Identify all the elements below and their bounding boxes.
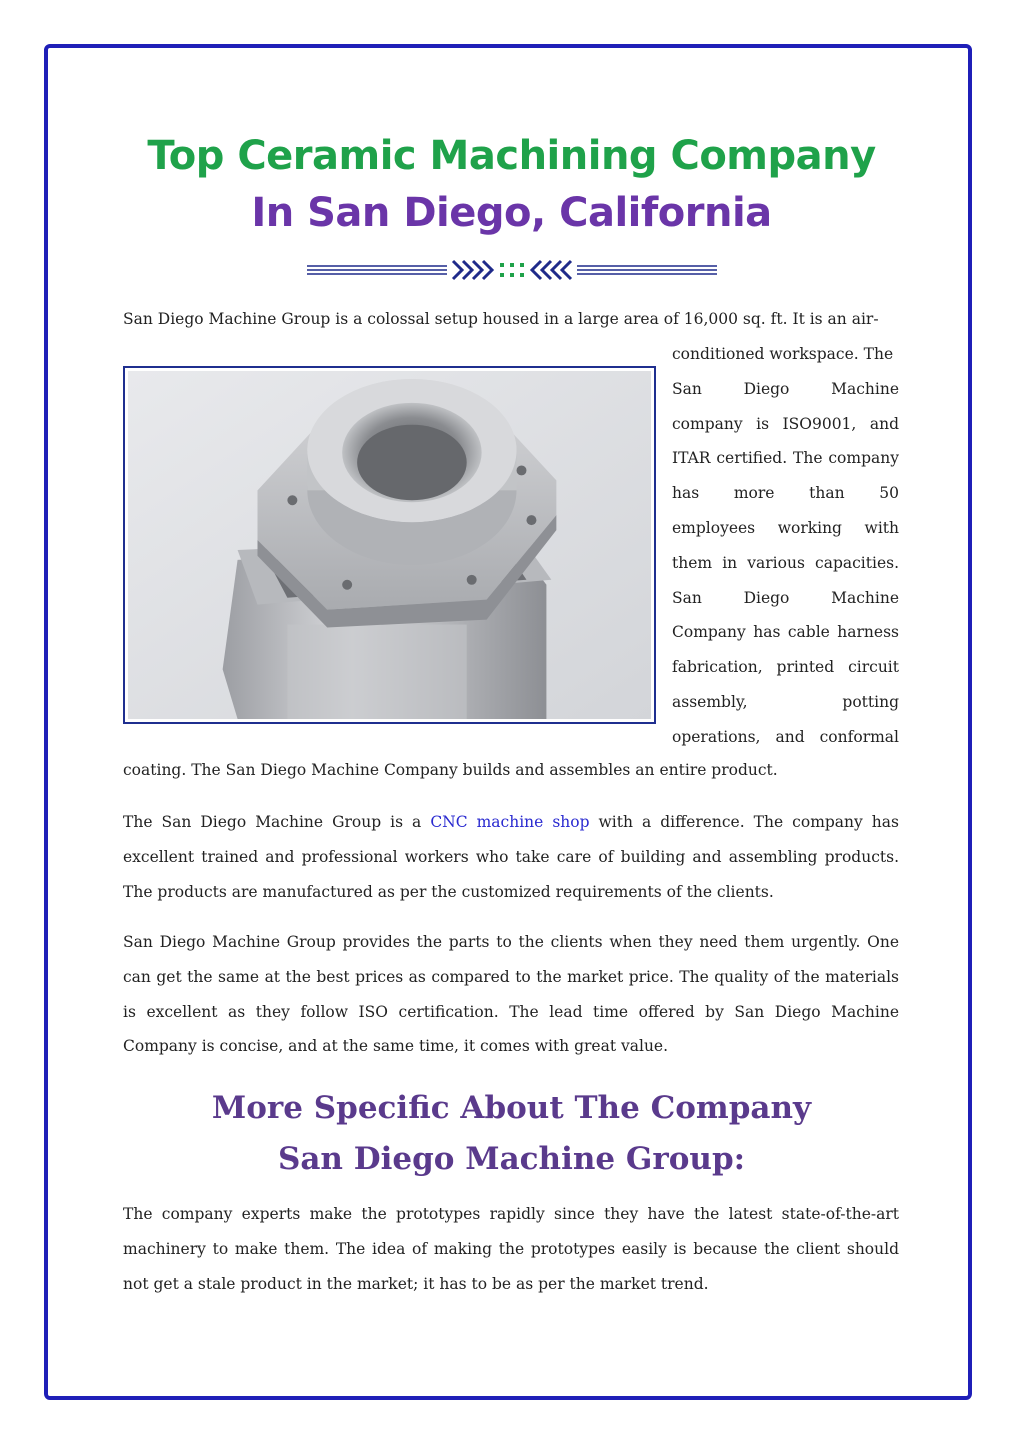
machined-part-image — [128, 371, 651, 719]
intro-line-11: assembly, potting — [672, 692, 899, 711]
cnc-machine-shop-link[interactable]: CNC machine shop — [430, 813, 590, 831]
intro-line-3: company is ISO9001, and — [672, 414, 899, 433]
product-photo — [123, 366, 656, 724]
intro-wrapped-text — [672, 337, 899, 755]
intro-line-8: San Diego Machine — [672, 588, 899, 607]
paragraph-cnc-shop — [123, 805, 899, 909]
intro-line-9: Company has cable harness — [672, 623, 899, 642]
intro-line-10: fabrication, printed circuit — [672, 658, 899, 677]
paragraph-cnc-after: with a difference. The company has excellent trained and professional workers who take care of building and assembling products. The products are manufactured as per the customized requirements of the clients. — [123, 813, 899, 901]
intro-first-line: San Diego Machine Group is a colossal setup housed in a large area of 16,000 sq. ft. It is an air- — [123, 310, 879, 328]
intro-line-7: them in various capacities. — [672, 553, 899, 572]
intro-line-6: employees working with — [672, 518, 899, 537]
ornamental-divider-icon — [307, 257, 717, 283]
paragraph-parts: San Diego Machine Group provides the parts to the clients when they need them urgently. One can get the same at the best prices as compared to the market price. The quality of the materials is excellent as they follow ISO certification. The lead time offered by San Diego Machine Company is concise, and at the same time, it comes with great value. — [123, 933, 899, 1056]
subheading-line-2: San Diego Machine Group: — [277, 1141, 746, 1177]
intro-line-1: conditioned workspace. The — [672, 345, 894, 363]
intro-line-2: San Diego Machine — [672, 379, 899, 398]
paragraph-prototypes: The company experts make the prototypes rapidly since they have the latest state-of-the-art machinery to make them. The idea of making the prototypes easily is because the client should not get a stale product in the market; it has to be as per the market trend. — [123, 1205, 899, 1293]
intro-line-4: ITAR certified. The company — [672, 449, 899, 468]
intro-line-5: has more than 50 — [672, 484, 899, 503]
intro-line-12: operations, and conformal — [672, 727, 899, 746]
paragraph-cnc-before: The San Diego Machine Group is a — [123, 813, 431, 831]
subheading-line-1: More Specific About The Company — [211, 1090, 812, 1126]
page-title-line-2: In San Diego, California — [251, 190, 772, 236]
intro-last-line: coating. The San Diego Machine Company builds and assembles an entire product. — [123, 761, 778, 779]
page-title-line-1: Top Ceramic Machining Company — [147, 133, 876, 179]
